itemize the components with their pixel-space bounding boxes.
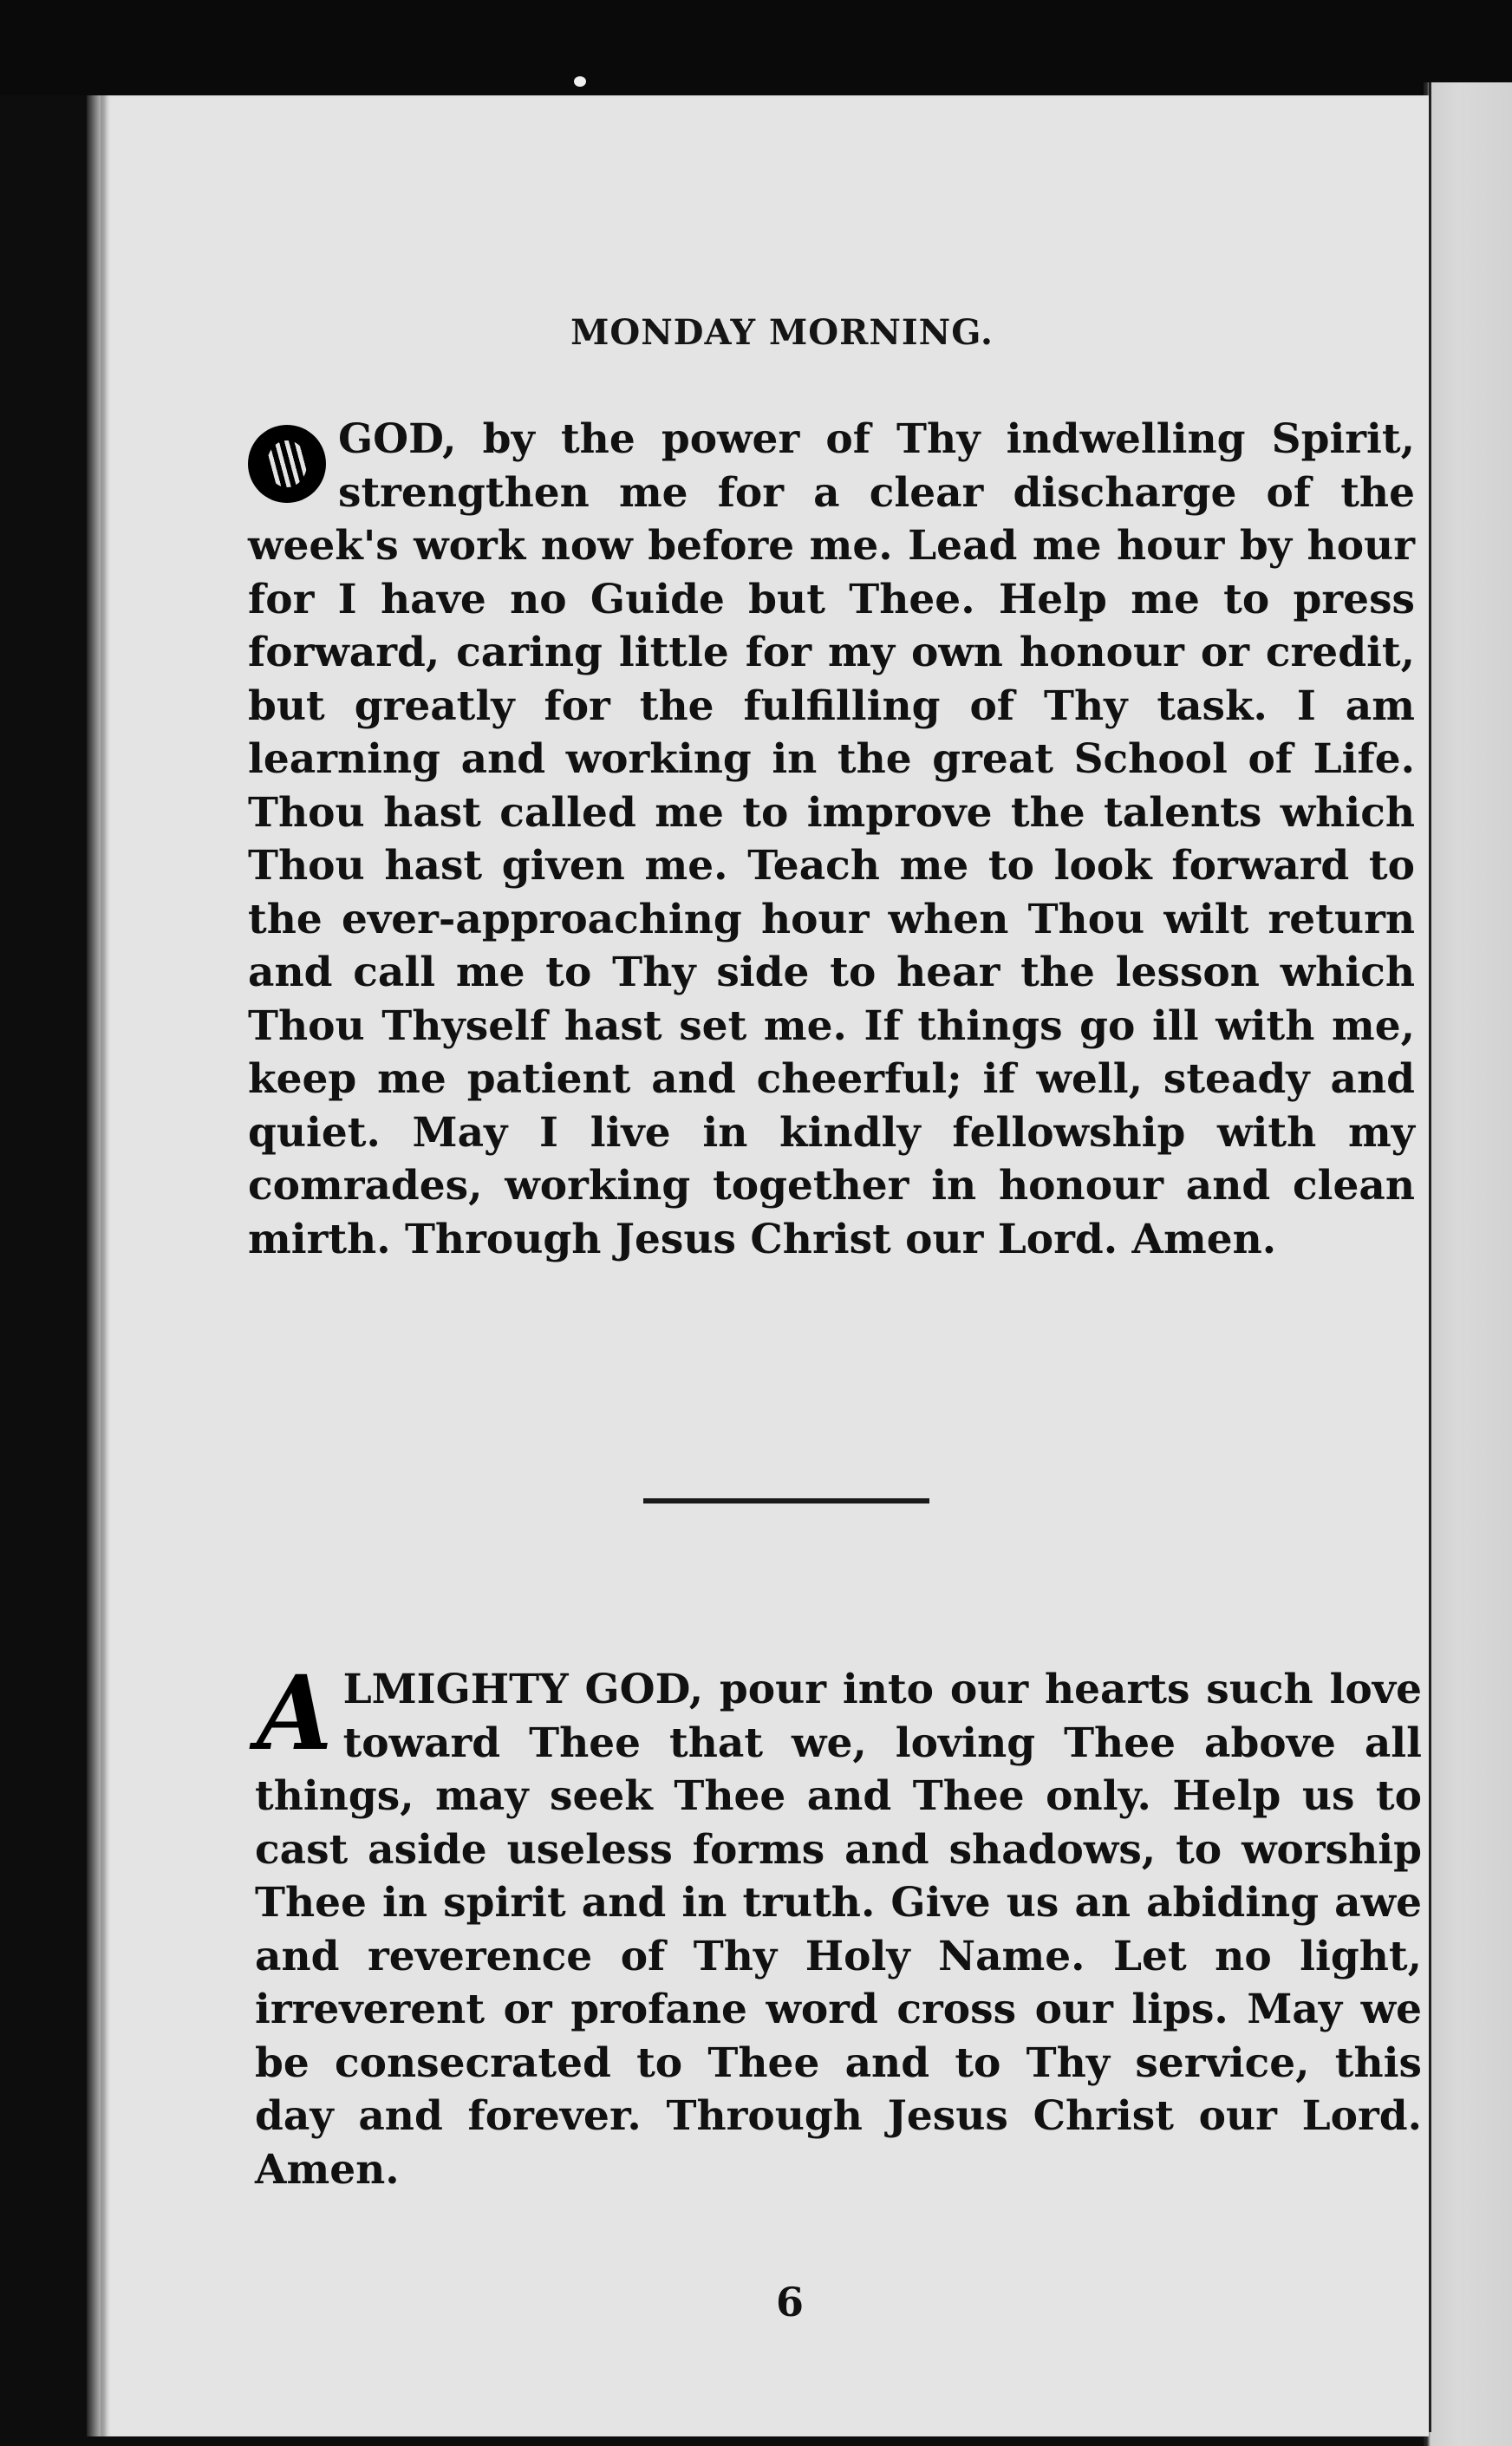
prayer-monday-morning-2: [255, 1653, 1422, 2196]
next-page-edge: [1424, 82, 1512, 2446]
page-number: 6: [775, 2279, 804, 2325]
book-page: [101, 95, 1429, 2436]
section-divider: [643, 1498, 929, 1503]
prayer-text: LMIGHTY GOD, pour into our hearts such love toward Thee that we, loving Thee above all things, may seek Thee and Thee only. Help us to cast aside useless forms and shadows, to worship Thee in spirit and in truth. Give us an abiding awe and reverence of Thy Holy Name. Let no light, irreverent or profane word cross our lips. May we be consecrated to Thee and to Thy service, this day and forever. Through Jesus Christ our Lord. Amen.: [255, 1666, 1422, 2194]
page-heading: MONDAY MORNING.: [570, 312, 994, 353]
scan-background: [0, 0, 1512, 95]
prayer-text: GOD, by the power of Thy indwelling Spirit, strengthen me for a clear discharge of the week's work now before me. Lead me hour by hour for I have no Guide but Thee. Help me to press forward, caring little for my own honour or credit, but greatly for the fulfilling of Thy task. I am learning and working in the great School of Life. Thou hast called me to improve the talents which Thou hast given me. Teach me to look forward to the ever-approaching hour when Thou wilt return and call me to Thy side to hear the lesson which Thou Thyself hast set me. If things go ill with me, keep me patient and cheerful; if well, steady and quiet. May I live in kindly fellowship with my comrades, working together in honour and clean mirth. Through Jesus Christ our Lord. Amen.: [248, 415, 1415, 1263]
dropcap-a-ornament: A: [257, 1653, 333, 1773]
dropcap-o-ornament: [248, 425, 326, 503]
scan-dust-mark: [574, 76, 586, 87]
page-fold-line: [1429, 82, 1431, 2432]
prayer-monday-morning-1: [248, 413, 1415, 1266]
